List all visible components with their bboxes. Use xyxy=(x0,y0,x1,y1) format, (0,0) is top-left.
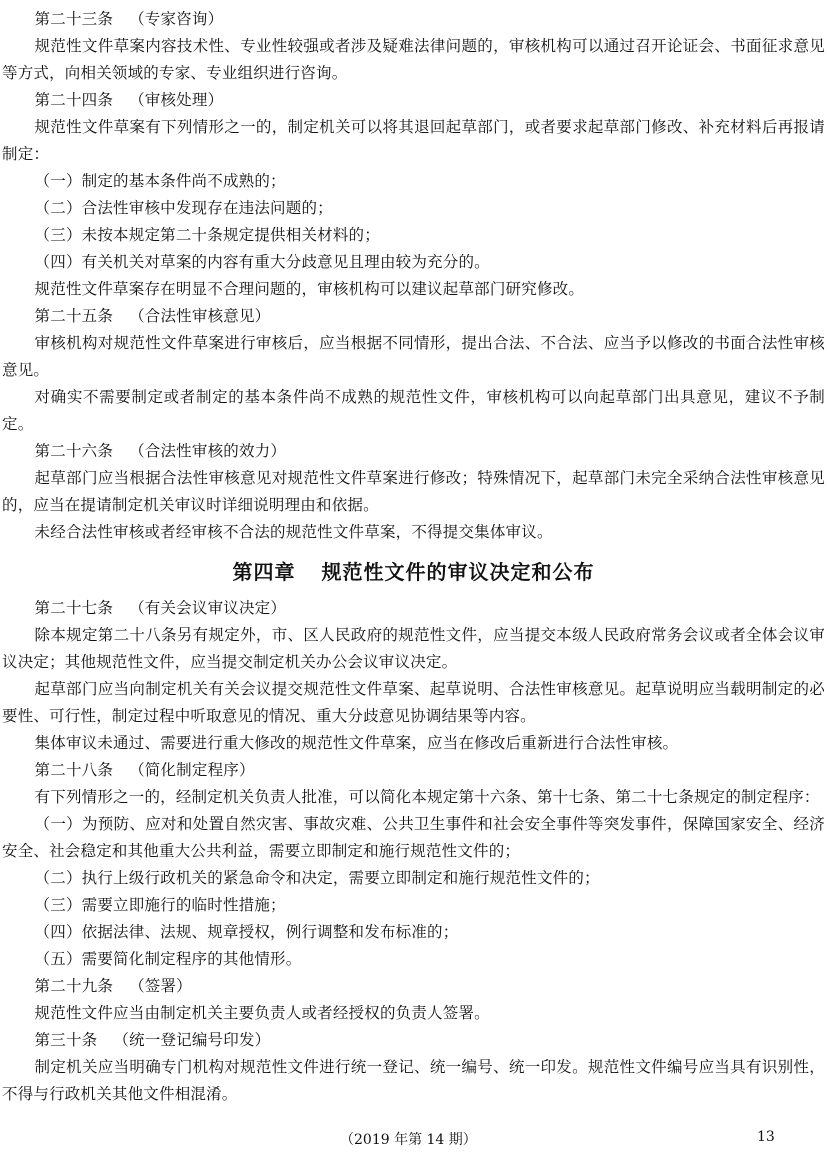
article-number: 第二十七条 xyxy=(34,599,114,617)
article-title: （审核处理） xyxy=(129,91,224,109)
article-title: （合法性审核的效力） xyxy=(129,442,287,460)
article-list-item: （一）为预防、应对和处置自然灾害、事故灾难、公共卫生事件和社会安全事件等突发事件，保障国家安全、经济安全、社会稳定和其他重大公共利益，需要立即制定和施行规范性文件的； xyxy=(2,815,825,860)
article-title: （签署） xyxy=(129,977,192,995)
article-list-item: （二）执行上级行政机关的紧急命令和决定，需要立即制定和施行规范性文件的； xyxy=(34,869,600,887)
article-paragraph: 有下列情形之一的，经制定机关负责人批准，可以简化本规定第十六条、第十七条、第二十七条规定的制定程序： xyxy=(34,788,820,806)
article-paragraph: 规范性文件草案存在明显不合理问题的，审核机构可以建议起草部门研究修改。 xyxy=(34,280,585,298)
article-paragraph: 除本规定第二十八条另有规定外，市、区人民政府的规范性文件，应当提交本级人民政府常务会议或者全体会议审议决定；其他规范性文件，应当提交制定机关办公会议审议决定。 xyxy=(2,626,825,671)
article-number: 第二十四条 xyxy=(34,91,114,109)
chapter-number: 第四章 xyxy=(232,560,296,584)
article-number: 第二十九条 xyxy=(34,977,114,995)
article-heading xyxy=(0,595,827,622)
article-paragraph: 审核机构对规范性文件草案进行审核后，应当根据不同情形，提出合法、不合法、应当予以修改的书面合法性审核意见。 xyxy=(2,334,825,379)
article-number: 第二十三条 xyxy=(34,10,114,28)
article-heading xyxy=(0,303,827,330)
article-list-item: （三）未按本规定第二十条规定提供相关材料的； xyxy=(34,226,380,244)
chapter-title: 规范性文件的审议决定和公布 xyxy=(321,560,595,584)
article-paragraph: 起草部门应当向制定机关有关会议提交规范性文件草案、起草说明、合法性审核意见。起草说明应当载明制定的必要性、可行性，制定过程中听取意见的情况、重大分歧意见协调结果等内容。 xyxy=(2,680,825,725)
article-heading xyxy=(0,973,827,1000)
article-paragraph: 对确实不需要制定或者制定的基本条件尚不成熟的规范性文件，审核机构可以向起草部门出具意见，建议不予制定。 xyxy=(2,388,825,433)
article-paragraph: 未经合法性审核或者经审核不合法的规范性文件草案，不得提交集体审议。 xyxy=(34,523,553,541)
article-heading xyxy=(0,87,827,114)
article-paragraph: 规范性文件草案有下列情形之一的，制定机关可以将其退回起草部门，或者要求起草部门修改、补充材料后再报请制定： xyxy=(2,118,825,163)
article-paragraph: 集体审议未通过、需要进行重大修改的规范性文件草案，应当在修改后重新进行合法性审核。 xyxy=(34,734,679,752)
article-heading xyxy=(0,438,827,465)
issue-label: （2019 年第 14 期） xyxy=(340,1132,477,1148)
page-number: 13 xyxy=(757,1129,775,1145)
article-list-item: （四）依据法律、法规、规章授权，例行调整和发布标准的； xyxy=(34,923,459,941)
article-paragraph: 起草部门应当根据合法性审核意见对规范性文件草案进行修改；特殊情况下，起草部门未完全采纳合法性审核意见的，应当在提请制定机关审议时详细说明理由和依据。 xyxy=(2,469,825,514)
article-number: 第二十八条 xyxy=(34,761,114,779)
article-title: （统一登记编号印发） xyxy=(113,1031,271,1049)
articles-top-section xyxy=(0,6,827,546)
article-heading xyxy=(0,757,827,784)
article-number: 第三十条 xyxy=(34,1031,98,1049)
articles-bottom-section xyxy=(0,595,827,1108)
page-footer xyxy=(0,1129,827,1151)
article-list-item: （三）需要立即施行的临时性措施； xyxy=(34,896,286,914)
chapter-heading xyxy=(0,556,827,585)
article-title: （合法性审核意见） xyxy=(129,307,271,325)
article-heading xyxy=(0,6,827,33)
article-number: 第二十六条 xyxy=(34,442,114,460)
article-paragraph: 规范性文件草案内容技术性、专业性较强或者涉及疑难法律问题的，审核机构可以通过召开论证会、书面征求意见等方式，向相关领域的专家、专业组织进行咨询。 xyxy=(2,37,825,82)
article-paragraph: 规范性文件应当由制定机关主要负责人或者经授权的负责人签署。 xyxy=(34,1004,490,1022)
article-list-item: （二）合法性审核中发现存在违法问题的； xyxy=(34,199,333,217)
article-paragraph: 制定机关应当明确专门机构对规范性文件进行统一登记、统一编号、统一印发。规范性文件编号应当具有识别性，不得与行政机关其他文件相混淆。 xyxy=(2,1058,825,1103)
article-title: （简化制定程序） xyxy=(129,761,255,779)
article-list-item: （五）需要简化制定程序的其他情形。 xyxy=(34,950,302,968)
article-list-item: （一）制定的基本条件尚不成熟的； xyxy=(34,172,286,190)
article-title: （专家咨询） xyxy=(129,10,224,28)
article-heading xyxy=(0,1027,827,1054)
article-title: （有关会议审议决定） xyxy=(129,599,287,617)
article-number: 第二十五条 xyxy=(34,307,114,325)
article-list-item: （四）有关机关对草案的内容有重大分歧意见且理由较为充分的。 xyxy=(34,253,490,271)
